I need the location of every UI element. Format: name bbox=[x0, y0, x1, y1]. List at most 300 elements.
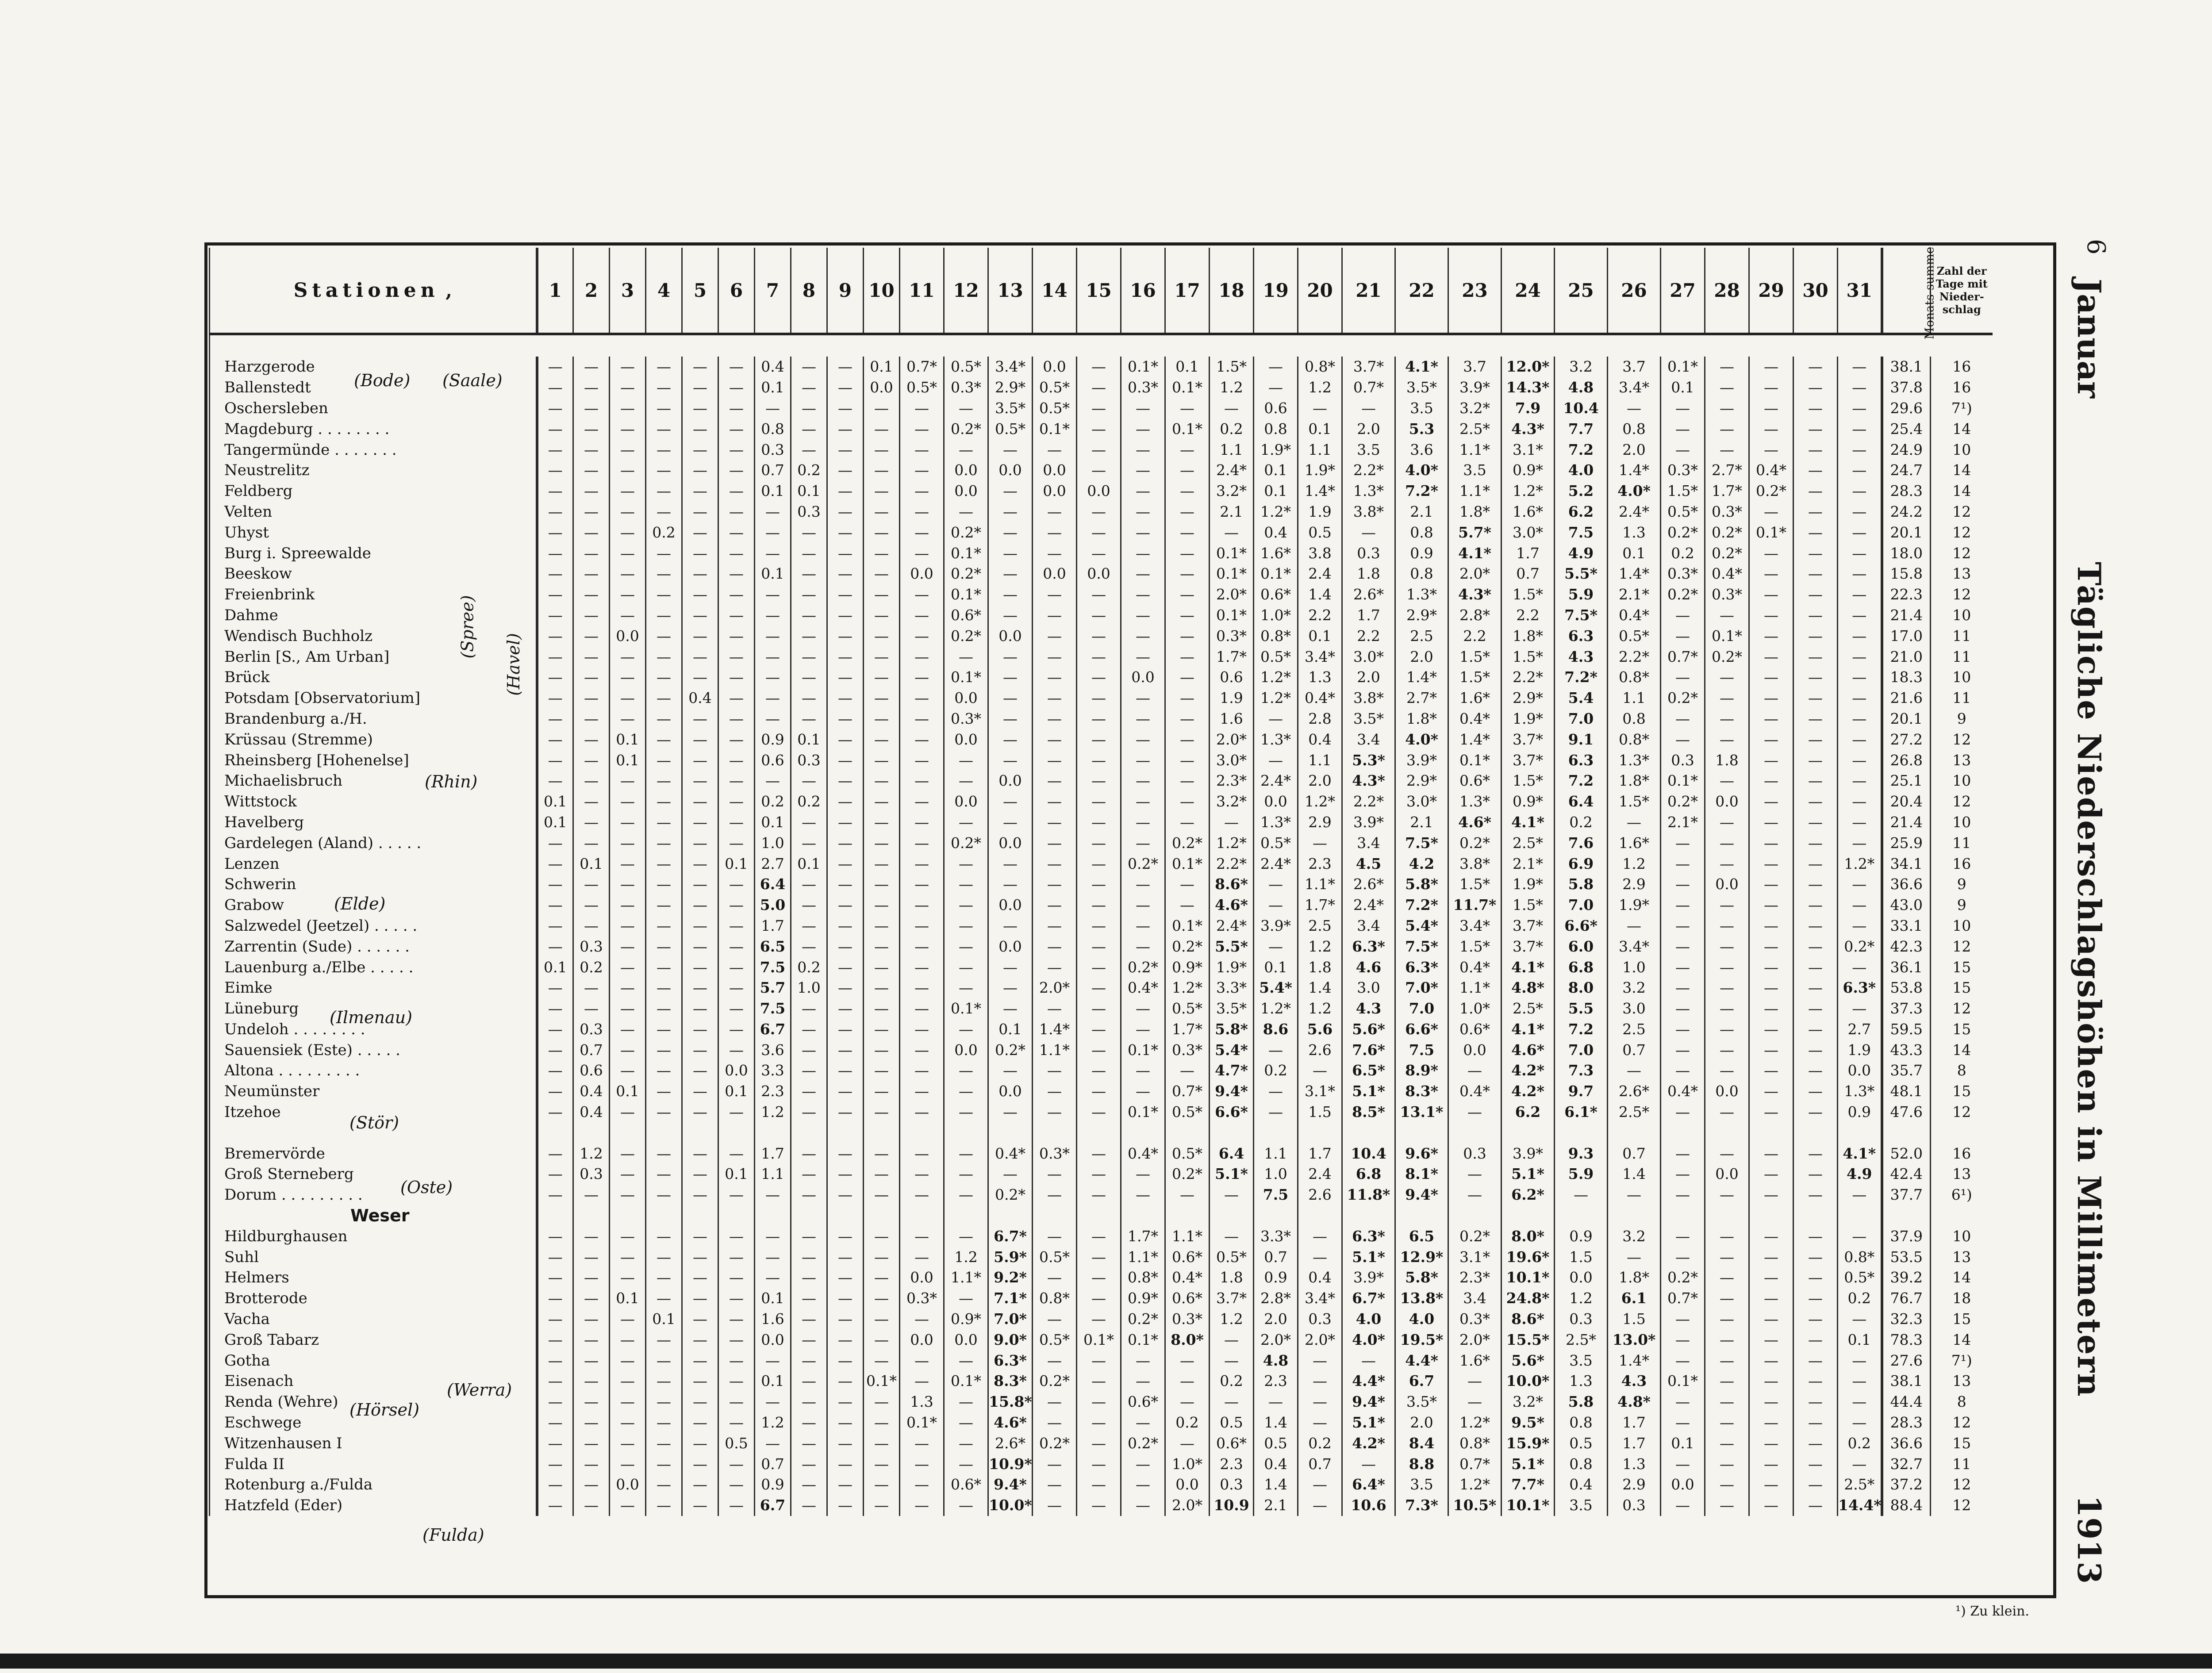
daily-value: 0.2 bbox=[1838, 1433, 1882, 1454]
daily-value: — bbox=[573, 605, 610, 626]
rain-day-count: 16 bbox=[1931, 377, 1993, 398]
daily-value: 1.0 bbox=[1608, 957, 1661, 978]
daily-value: — bbox=[1838, 1226, 1882, 1247]
rain-day-count: 12 bbox=[1931, 729, 1993, 750]
daily-value: 0.5* bbox=[1210, 1247, 1254, 1267]
daily-value: 4.6* bbox=[988, 1412, 1033, 1433]
daily-value: — bbox=[537, 1185, 573, 1205]
daily-value: 0.0 bbox=[988, 460, 1033, 481]
daily-value: — bbox=[537, 1350, 573, 1371]
daily-value: 5.5 bbox=[1555, 998, 1608, 1019]
daily-value: 2.4* bbox=[1254, 771, 1298, 791]
daily-value: 0.9* bbox=[944, 1309, 988, 1330]
daily-value: — bbox=[827, 1350, 864, 1371]
daily-value: 0.7 bbox=[1254, 1247, 1298, 1267]
rain-day-count: 14 bbox=[1931, 1267, 1993, 1288]
daily-value: — bbox=[1165, 750, 1210, 771]
daily-value: — bbox=[827, 1392, 864, 1412]
daily-value: — bbox=[1165, 688, 1210, 709]
daily-value: — bbox=[610, 1102, 646, 1123]
daily-value: 1.5* bbox=[1448, 646, 1502, 667]
daily-value: — bbox=[988, 978, 1033, 998]
daily-value: — bbox=[1705, 771, 1749, 791]
daily-value: — bbox=[682, 812, 718, 833]
daily-value: 1.3 bbox=[1608, 1454, 1661, 1474]
daily-value: — bbox=[944, 1433, 988, 1454]
daily-value: — bbox=[1749, 418, 1793, 439]
daily-value: — bbox=[573, 978, 610, 998]
daily-value: 2.2* bbox=[1608, 646, 1661, 667]
stations-header: Stationen , bbox=[210, 248, 537, 334]
month-total: 48.1 bbox=[1882, 1081, 1931, 1102]
station-name: Gotha bbox=[210, 1350, 537, 1371]
daily-value: 7.5* bbox=[1555, 605, 1608, 626]
daily-value: — bbox=[1608, 398, 1661, 419]
daily-value: — bbox=[1254, 1102, 1298, 1123]
daily-value: — bbox=[944, 1495, 988, 1516]
daily-value: 4.1* bbox=[1838, 1143, 1882, 1164]
daily-value: — bbox=[1749, 1102, 1793, 1123]
daily-value: 0.8* bbox=[1254, 625, 1298, 646]
daily-value: 9.7 bbox=[1555, 1081, 1608, 1102]
daily-value: 7.6 bbox=[1555, 833, 1608, 853]
rain-day-count: 14 bbox=[1931, 481, 1993, 502]
daily-value: 0.2 bbox=[1661, 543, 1705, 564]
daily-value: — bbox=[718, 791, 755, 812]
daily-value: — bbox=[718, 688, 755, 709]
table-row bbox=[210, 1081, 1993, 1102]
daily-value: 0.1* bbox=[1077, 1329, 1121, 1350]
daily-value: 2.2 bbox=[1502, 605, 1555, 626]
daily-value: — bbox=[1749, 667, 1793, 688]
daily-value: 0.0 bbox=[1661, 1474, 1705, 1495]
daily-value: 5.1* bbox=[1502, 1164, 1555, 1185]
daily-value: — bbox=[864, 1309, 900, 1330]
daily-value: 1.1 bbox=[755, 1164, 791, 1185]
daily-value: — bbox=[864, 750, 900, 771]
daily-value: 1.3 bbox=[1298, 667, 1342, 688]
daily-value: 6.6* bbox=[1555, 916, 1608, 936]
daily-value: — bbox=[682, 1350, 718, 1371]
daily-value: — bbox=[755, 1350, 791, 1371]
daily-value: 0.1 bbox=[537, 957, 573, 978]
daily-value: — bbox=[1298, 1412, 1342, 1433]
daily-value: 4.2* bbox=[1502, 1081, 1555, 1102]
rain-day-count: 12 bbox=[1931, 584, 1993, 605]
daily-value: — bbox=[718, 1288, 755, 1309]
daily-value: — bbox=[573, 833, 610, 853]
daily-value: — bbox=[827, 1371, 864, 1392]
daily-value: 0.7* bbox=[1661, 1288, 1705, 1309]
daily-value: — bbox=[718, 543, 755, 564]
daily-value: 1.9* bbox=[1210, 957, 1254, 978]
daily-value: — bbox=[944, 874, 988, 895]
daily-value: — bbox=[1077, 418, 1121, 439]
daily-value: — bbox=[1838, 543, 1882, 564]
daily-value: — bbox=[900, 709, 944, 729]
daily-value bbox=[1298, 1122, 1342, 1143]
daily-value: 3.2* bbox=[1210, 791, 1254, 812]
daily-value: 1.2 bbox=[1555, 1288, 1608, 1309]
daily-value: 0.0 bbox=[944, 1329, 988, 1350]
daily-value: — bbox=[573, 874, 610, 895]
daily-value: — bbox=[573, 1474, 610, 1495]
daily-value: 0.2* bbox=[1749, 481, 1793, 502]
daily-value: — bbox=[718, 1371, 755, 1392]
daily-value: — bbox=[1838, 750, 1882, 771]
month-total: 37.7 bbox=[1882, 1185, 1931, 1205]
daily-value: 0.3* bbox=[1705, 584, 1749, 605]
daily-value: — bbox=[1838, 460, 1882, 481]
daily-value: — bbox=[1838, 709, 1882, 729]
daily-value: — bbox=[1033, 998, 1077, 1019]
daily-value: — bbox=[573, 750, 610, 771]
daily-value: — bbox=[1298, 1350, 1342, 1371]
daily-value: — bbox=[573, 1371, 610, 1392]
daily-value: — bbox=[1793, 791, 1838, 812]
daily-value bbox=[1793, 1205, 1838, 1226]
daily-value: 5.8* bbox=[1210, 1019, 1254, 1040]
daily-value: — bbox=[682, 791, 718, 812]
daily-value: 3.7* bbox=[1342, 357, 1395, 377]
daily-value: — bbox=[1210, 1329, 1254, 1350]
daily-value: — bbox=[1793, 998, 1838, 1019]
daily-value: — bbox=[900, 1309, 944, 1330]
daily-value: 3.9* bbox=[1254, 916, 1298, 936]
daily-value: — bbox=[1448, 1371, 1502, 1392]
daily-value: — bbox=[900, 646, 944, 667]
daily-value: — bbox=[1749, 1309, 1793, 1330]
daily-value: — bbox=[1793, 418, 1838, 439]
daily-value: — bbox=[646, 771, 682, 791]
daily-value: 0.0 bbox=[900, 564, 944, 584]
daily-value: — bbox=[755, 1226, 791, 1247]
table-row bbox=[210, 398, 1993, 419]
day-header: 5 bbox=[682, 248, 718, 334]
daily-value: — bbox=[646, 625, 682, 646]
daily-value: — bbox=[791, 916, 827, 936]
daily-value: — bbox=[573, 439, 610, 460]
daily-value: 0.8 bbox=[1395, 564, 1448, 584]
river-label-hoersel: (Hörsel) bbox=[349, 1400, 419, 1420]
daily-value: — bbox=[864, 564, 900, 584]
daily-value: — bbox=[1749, 1392, 1793, 1412]
daily-value: — bbox=[864, 833, 900, 853]
daily-value: — bbox=[1705, 667, 1749, 688]
daily-value: — bbox=[827, 853, 864, 874]
daily-value: — bbox=[827, 1081, 864, 1102]
daily-value: — bbox=[755, 771, 791, 791]
daily-value: — bbox=[1210, 398, 1254, 419]
daily-value bbox=[1705, 1205, 1749, 1226]
daily-value: — bbox=[1165, 812, 1210, 833]
daily-value: — bbox=[1661, 1060, 1705, 1081]
daily-value: 7.6* bbox=[1342, 1040, 1395, 1060]
daily-value: 0.0 bbox=[1121, 667, 1165, 688]
daily-value: 0.1* bbox=[1165, 377, 1210, 398]
station-name: Magdeburg . . . . . . . . bbox=[210, 418, 537, 439]
daily-value: — bbox=[1838, 1371, 1882, 1392]
daily-value: 1.2 bbox=[1298, 936, 1342, 957]
daily-value: — bbox=[1749, 1350, 1793, 1371]
daily-value: 14.4* bbox=[1838, 1495, 1882, 1516]
daily-value: 9.5* bbox=[1502, 1412, 1555, 1433]
month-total: 24.7 bbox=[1882, 460, 1931, 481]
daily-value: 9.3 bbox=[1555, 1143, 1608, 1164]
daily-value: — bbox=[646, 502, 682, 522]
daily-value: — bbox=[1793, 853, 1838, 874]
daily-value: — bbox=[1254, 377, 1298, 398]
daily-value: — bbox=[1033, 936, 1077, 957]
daily-value: — bbox=[988, 605, 1033, 626]
daily-value: — bbox=[988, 1102, 1033, 1123]
rain-day-count: 14 bbox=[1931, 1329, 1993, 1350]
year-heading: 1913 bbox=[2070, 1495, 2108, 1584]
daily-value: — bbox=[900, 1226, 944, 1247]
table-row bbox=[210, 812, 1993, 833]
daily-value: 0.4* bbox=[1661, 1081, 1705, 1102]
daily-value: — bbox=[1749, 771, 1793, 791]
daily-value: 3.1* bbox=[1298, 1081, 1342, 1102]
month-total: 37.3 bbox=[1882, 998, 1931, 1019]
daily-value: 0.2 bbox=[573, 957, 610, 978]
daily-value bbox=[1121, 1205, 1165, 1226]
station-name: Brück bbox=[210, 667, 537, 688]
daily-value: 1.8 bbox=[1342, 564, 1395, 584]
daily-value bbox=[1033, 1205, 1077, 1226]
daily-value: 2.1 bbox=[1254, 1495, 1298, 1516]
daily-value: — bbox=[537, 605, 573, 626]
daily-value: 3.0* bbox=[1395, 791, 1448, 812]
daily-value: — bbox=[864, 791, 900, 812]
daily-value: 4.0 bbox=[1555, 460, 1608, 481]
daily-value: — bbox=[944, 502, 988, 522]
daily-value: — bbox=[988, 481, 1033, 502]
daily-value: — bbox=[791, 1060, 827, 1081]
daily-value: — bbox=[646, 978, 682, 998]
daily-value: — bbox=[864, 1495, 900, 1516]
daily-value: 5.8* bbox=[1395, 874, 1448, 895]
daily-value: — bbox=[682, 543, 718, 564]
daily-value: — bbox=[1077, 1164, 1121, 1185]
daily-value bbox=[537, 1122, 573, 1143]
daily-value: — bbox=[537, 729, 573, 750]
daily-value: — bbox=[646, 439, 682, 460]
daily-value: — bbox=[573, 1454, 610, 1474]
daily-value: — bbox=[537, 1371, 573, 1392]
daily-value: — bbox=[864, 1019, 900, 1040]
daily-value: — bbox=[682, 584, 718, 605]
daily-value: — bbox=[682, 1143, 718, 1164]
daily-value: — bbox=[1608, 1247, 1661, 1267]
precipitation-table bbox=[209, 248, 1993, 1516]
daily-value: 8.4 bbox=[1395, 1433, 1448, 1454]
daily-value: — bbox=[827, 1433, 864, 1454]
daily-value: — bbox=[1077, 874, 1121, 895]
daily-value: — bbox=[573, 791, 610, 812]
daily-value: 5.8 bbox=[1555, 1392, 1608, 1412]
rain-day-count: 15 bbox=[1931, 1081, 1993, 1102]
daily-value: — bbox=[791, 667, 827, 688]
daily-value: 1.8* bbox=[1502, 625, 1555, 646]
daily-value bbox=[1165, 1122, 1210, 1143]
daily-value: 0.5* bbox=[1165, 998, 1210, 1019]
daily-value: — bbox=[1705, 812, 1749, 833]
daily-value: — bbox=[827, 357, 864, 377]
daily-value: — bbox=[944, 1143, 988, 1164]
daily-value: 0.9 bbox=[1254, 1267, 1298, 1288]
rain-day-count: 11 bbox=[1931, 688, 1993, 709]
daily-value: — bbox=[900, 750, 944, 771]
daily-value: — bbox=[718, 1019, 755, 1040]
daily-value: — bbox=[864, 1267, 900, 1288]
daily-value: — bbox=[610, 1267, 646, 1288]
daily-value: 7.0 bbox=[1555, 895, 1608, 916]
daily-value: — bbox=[1793, 625, 1838, 646]
daily-value: — bbox=[1077, 1412, 1121, 1433]
daily-value: — bbox=[1342, 522, 1395, 543]
daily-value: — bbox=[1077, 398, 1121, 419]
daily-value: — bbox=[1793, 1019, 1838, 1040]
daily-value: — bbox=[1705, 709, 1749, 729]
daily-value: 0.5* bbox=[1033, 1247, 1077, 1267]
daily-value: — bbox=[1033, 709, 1077, 729]
daily-value: 0.3 bbox=[1298, 1309, 1342, 1330]
daily-value: 4.3* bbox=[1448, 584, 1502, 605]
daily-value: — bbox=[682, 1433, 718, 1454]
daily-value: 0.1* bbox=[1661, 1371, 1705, 1392]
daily-value: — bbox=[610, 916, 646, 936]
daily-value: — bbox=[573, 1350, 610, 1371]
daily-value: — bbox=[1121, 1019, 1165, 1040]
daily-value: — bbox=[900, 729, 944, 750]
rain-day-count: 9 bbox=[1931, 709, 1993, 729]
daily-value bbox=[1749, 1205, 1793, 1226]
table-header-row bbox=[210, 248, 1993, 334]
daily-value: 1.7 bbox=[1298, 1143, 1342, 1164]
daily-value: 2.9 bbox=[1298, 812, 1342, 833]
daily-value bbox=[1608, 1205, 1661, 1226]
daily-value: — bbox=[1705, 729, 1749, 750]
daily-value: — bbox=[988, 998, 1033, 1019]
daily-value: — bbox=[1077, 584, 1121, 605]
daily-value: — bbox=[573, 481, 610, 502]
table-row bbox=[210, 543, 1993, 564]
day-header: 26 bbox=[1608, 248, 1661, 334]
daily-value: 7.1* bbox=[988, 1288, 1033, 1309]
daily-value: 1.1 bbox=[1298, 439, 1342, 460]
station-name: Ballenstedt bbox=[210, 377, 537, 398]
daily-value: 4.1* bbox=[1448, 543, 1502, 564]
daily-value: — bbox=[864, 398, 900, 419]
daily-value: — bbox=[682, 1226, 718, 1247]
daily-value: — bbox=[1121, 916, 1165, 936]
daily-value: 8.8 bbox=[1395, 1454, 1448, 1474]
table-row bbox=[210, 460, 1993, 481]
month-total: 25.9 bbox=[1882, 833, 1931, 853]
table-row bbox=[210, 1226, 1993, 1247]
daily-value: — bbox=[1838, 418, 1882, 439]
daily-value: — bbox=[1077, 812, 1121, 833]
daily-value: — bbox=[827, 543, 864, 564]
table-row bbox=[210, 418, 1993, 439]
daily-value: — bbox=[537, 439, 573, 460]
daily-value: 1.4* bbox=[1608, 564, 1661, 584]
daily-value: — bbox=[827, 1164, 864, 1185]
station-name: Gardelegen (Aland) . . . . . bbox=[210, 833, 537, 853]
daily-value: — bbox=[1121, 564, 1165, 584]
daily-value: 0.1 bbox=[718, 1164, 755, 1185]
daily-value: — bbox=[1298, 1226, 1342, 1247]
daily-value: 0.3* bbox=[900, 1288, 944, 1309]
daily-value: 4.0 bbox=[1342, 1309, 1395, 1330]
daily-value: — bbox=[537, 646, 573, 667]
daily-value: 0.1* bbox=[944, 584, 988, 605]
daily-value: 2.0* bbox=[1033, 978, 1077, 998]
daily-value: — bbox=[791, 564, 827, 584]
table-row bbox=[210, 1288, 1993, 1309]
daily-value: — bbox=[1661, 1226, 1705, 1247]
daily-value: 2.5* bbox=[1608, 1102, 1661, 1123]
daily-value: — bbox=[610, 874, 646, 895]
daily-value: — bbox=[1121, 502, 1165, 522]
daily-value: 4.4* bbox=[1342, 1371, 1395, 1392]
daily-value: — bbox=[1077, 1185, 1121, 1205]
daily-value: — bbox=[646, 398, 682, 419]
daily-value: 3.8* bbox=[1342, 502, 1395, 522]
daily-value: 2.8* bbox=[1448, 605, 1502, 626]
daily-value: 2.0* bbox=[1165, 1495, 1210, 1516]
daily-value: — bbox=[1448, 1164, 1502, 1185]
daily-value: — bbox=[864, 439, 900, 460]
daily-value: — bbox=[944, 1392, 988, 1412]
daily-value: — bbox=[646, 1329, 682, 1350]
daily-value: — bbox=[944, 1454, 988, 1474]
daily-value: 4.1* bbox=[1395, 357, 1448, 377]
daily-value: — bbox=[900, 1350, 944, 1371]
daily-value: — bbox=[573, 916, 610, 936]
daily-value: — bbox=[682, 1474, 718, 1495]
daily-value: 1.7 bbox=[1342, 605, 1395, 626]
daily-value: — bbox=[864, 460, 900, 481]
rain-day-count: 11 bbox=[1931, 646, 1993, 667]
daily-value: 0.6 bbox=[1254, 398, 1298, 419]
daily-value: — bbox=[718, 1329, 755, 1350]
daily-value: 3.4* bbox=[1608, 377, 1661, 398]
table-row bbox=[210, 750, 1993, 771]
daily-value: — bbox=[900, 1102, 944, 1123]
daily-value: 7.5 bbox=[755, 957, 791, 978]
station-name: Brandenburg a./H. bbox=[210, 709, 537, 729]
daily-value: 0.2* bbox=[944, 522, 988, 543]
daily-value: 0.5 bbox=[718, 1433, 755, 1454]
daily-value: 2.4 bbox=[1298, 564, 1342, 584]
daily-value: 0.7* bbox=[1165, 1081, 1210, 1102]
daily-value: 3.7* bbox=[1502, 750, 1555, 771]
daily-value: 2.4* bbox=[1342, 895, 1395, 916]
daily-value: — bbox=[1033, 439, 1077, 460]
month-total: 28.3 bbox=[1882, 481, 1931, 502]
daily-value: — bbox=[944, 957, 988, 978]
daily-value: — bbox=[988, 564, 1033, 584]
daily-value: 6.5 bbox=[755, 936, 791, 957]
daily-value: — bbox=[864, 729, 900, 750]
daily-value: 0.0 bbox=[1705, 1081, 1749, 1102]
daily-value: — bbox=[1254, 895, 1298, 916]
daily-value: 7.7* bbox=[1502, 1474, 1555, 1495]
daily-value: 0.0 bbox=[988, 833, 1033, 853]
daily-value: — bbox=[537, 1102, 573, 1123]
